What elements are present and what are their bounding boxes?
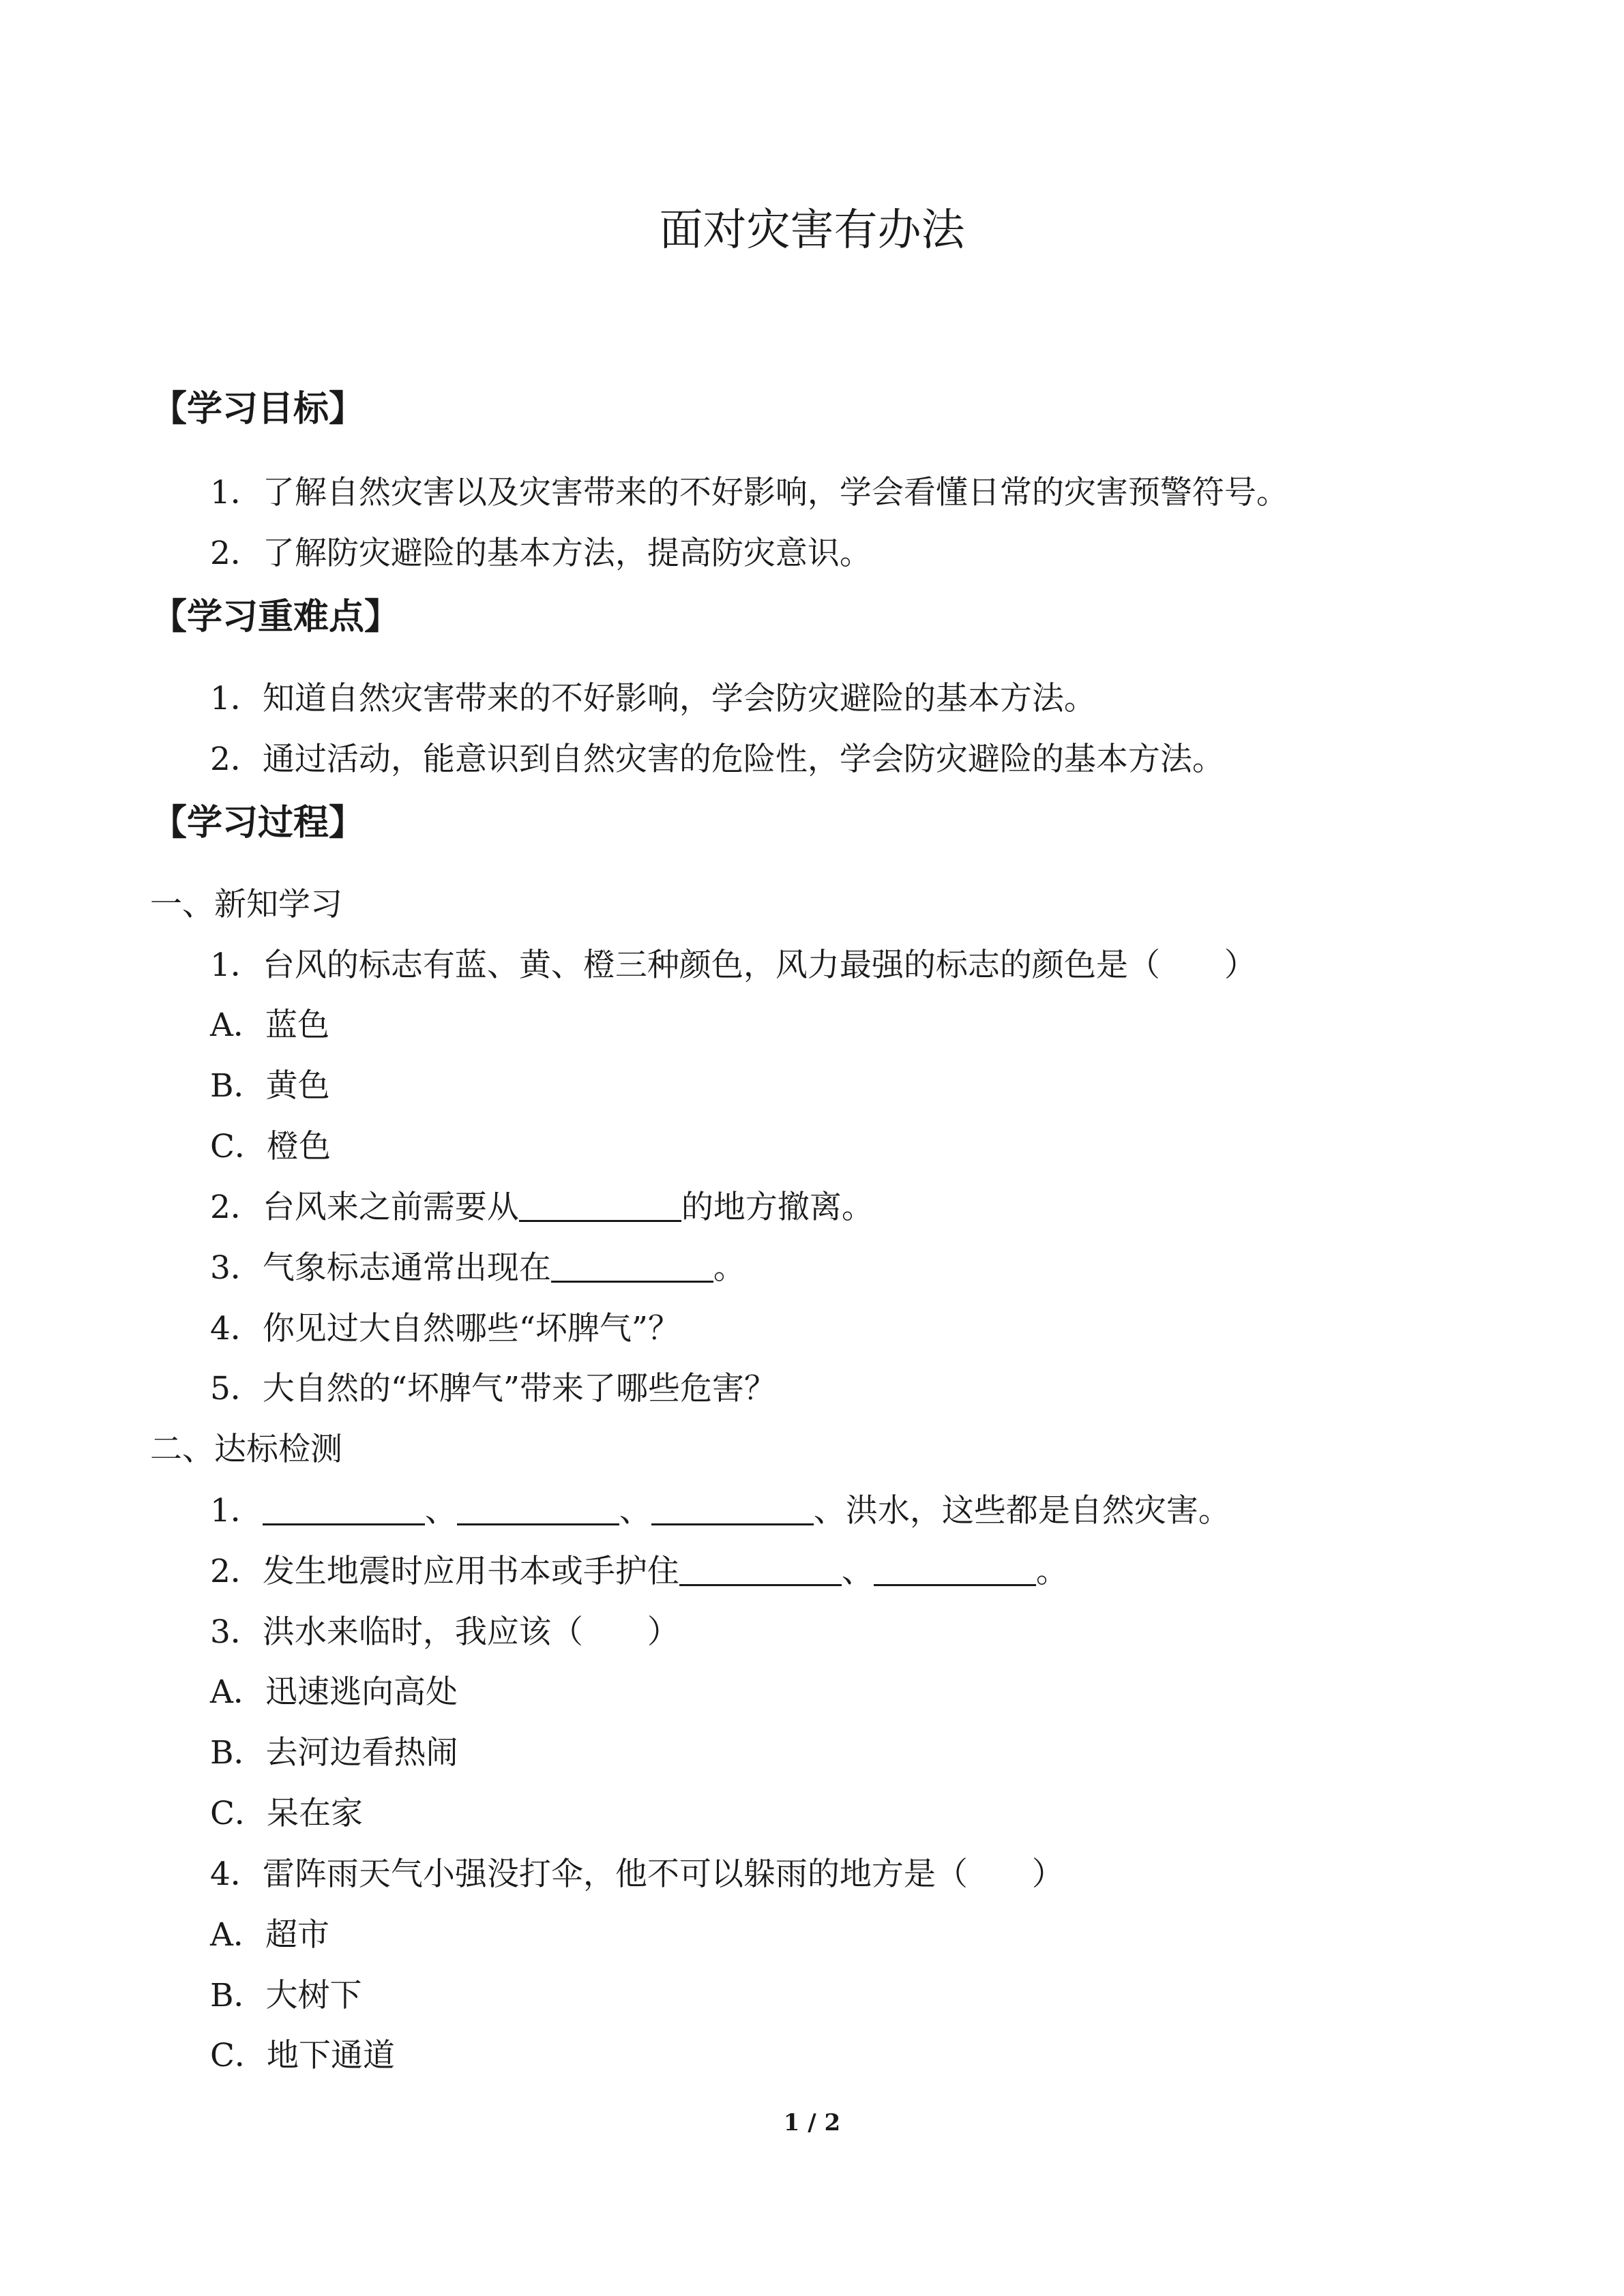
option-item: B．去河边看热闹 <box>210 1734 458 1772</box>
question-text: 2．台风来之前需要从 <box>210 1189 519 1226</box>
document-title: 面对灾害有办法 <box>659 205 965 256</box>
answer-blank[interactable] <box>874 1553 1036 1586</box>
question-text: 3．气象标志通常出现在 <box>210 1249 551 1287</box>
part-title-new-knowledge: 一、新知学习 <box>150 886 342 923</box>
separator: 、 <box>841 1553 874 1590</box>
question-text: 的地方撤离。 <box>681 1189 874 1226</box>
section-heading-objectives: 【学习目标】 <box>151 389 365 430</box>
option-item: A．超市 <box>210 1916 329 1954</box>
option-item: C．橙色 <box>210 1128 331 1165</box>
question-text: 。 <box>1035 1553 1068 1590</box>
fill-blank-question <box>210 1491 1230 1532</box>
fill-blank-question <box>210 1248 745 1289</box>
fill-blank-question <box>210 1551 1068 1592</box>
objective-item: 2．了解防灾避险的基本方法，提高防灾意识。 <box>210 535 872 572</box>
question-text: 4．你见过大自然哪些“坏脾气”？ <box>210 1310 680 1347</box>
key-point-item: 2．通过活动，能意识到自然灾害的危险性，学会防灾避险的基本方法。 <box>210 741 1224 778</box>
answer-blank[interactable] <box>457 1492 619 1525</box>
answer-blank[interactable] <box>679 1553 842 1586</box>
option-item: B．黄色 <box>210 1067 330 1105</box>
answer-blank[interactable] <box>263 1492 425 1525</box>
question-text: 4．雷阵雨天气小强没打伞，他不可以躲雨的地方是（ ） <box>210 1855 1064 1893</box>
answer-blank[interactable] <box>651 1492 814 1525</box>
separator: 、 <box>619 1492 651 1530</box>
section-heading-process: 【学习过程】 <box>151 803 365 844</box>
option-item: A．蓝色 <box>210 1007 329 1044</box>
separator: 、 <box>424 1492 457 1530</box>
key-point-item: 1．知道自然灾害带来的不好影响，学会防灾避险的基本方法。 <box>210 680 1096 717</box>
page-number: 1 / 2 <box>783 2109 841 2136</box>
option-item: C．呆在家 <box>210 1795 363 1832</box>
question-text: 1．台风的标志有蓝、黄、橙三种颜色，风力最强的标志的颜色是（ ） <box>210 946 1256 984</box>
option-item: A．迅速逃向高处 <box>210 1673 458 1711</box>
question-text: 5．大自然的“坏脾气”带来了哪些危害？ <box>210 1370 776 1407</box>
section-heading-key-points: 【学习重难点】 <box>151 597 400 638</box>
answer-blank[interactable] <box>519 1189 681 1222</box>
objective-item: 1．了解自然灾害以及灾害带来的不好影响，学会看懂日常的灾害预警符号。 <box>210 474 1288 511</box>
question-text: 2．发生地震时应用书本或手护住 <box>210 1553 679 1590</box>
question-text: 、洪水，这些都是自然灾害。 <box>813 1492 1230 1530</box>
question-number: 1． <box>210 1492 263 1530</box>
fill-blank-question <box>210 1187 874 1228</box>
answer-blank[interactable] <box>551 1249 713 1283</box>
option-item: C．地下通道 <box>210 2037 395 2074</box>
question-text: 3．洪水来临时，我应该（ ） <box>210 1613 679 1651</box>
part-title-assessment: 二、达标检测 <box>150 1431 342 1468</box>
question-text: 。 <box>713 1249 745 1287</box>
option-item: B．大树下 <box>210 1977 362 2014</box>
